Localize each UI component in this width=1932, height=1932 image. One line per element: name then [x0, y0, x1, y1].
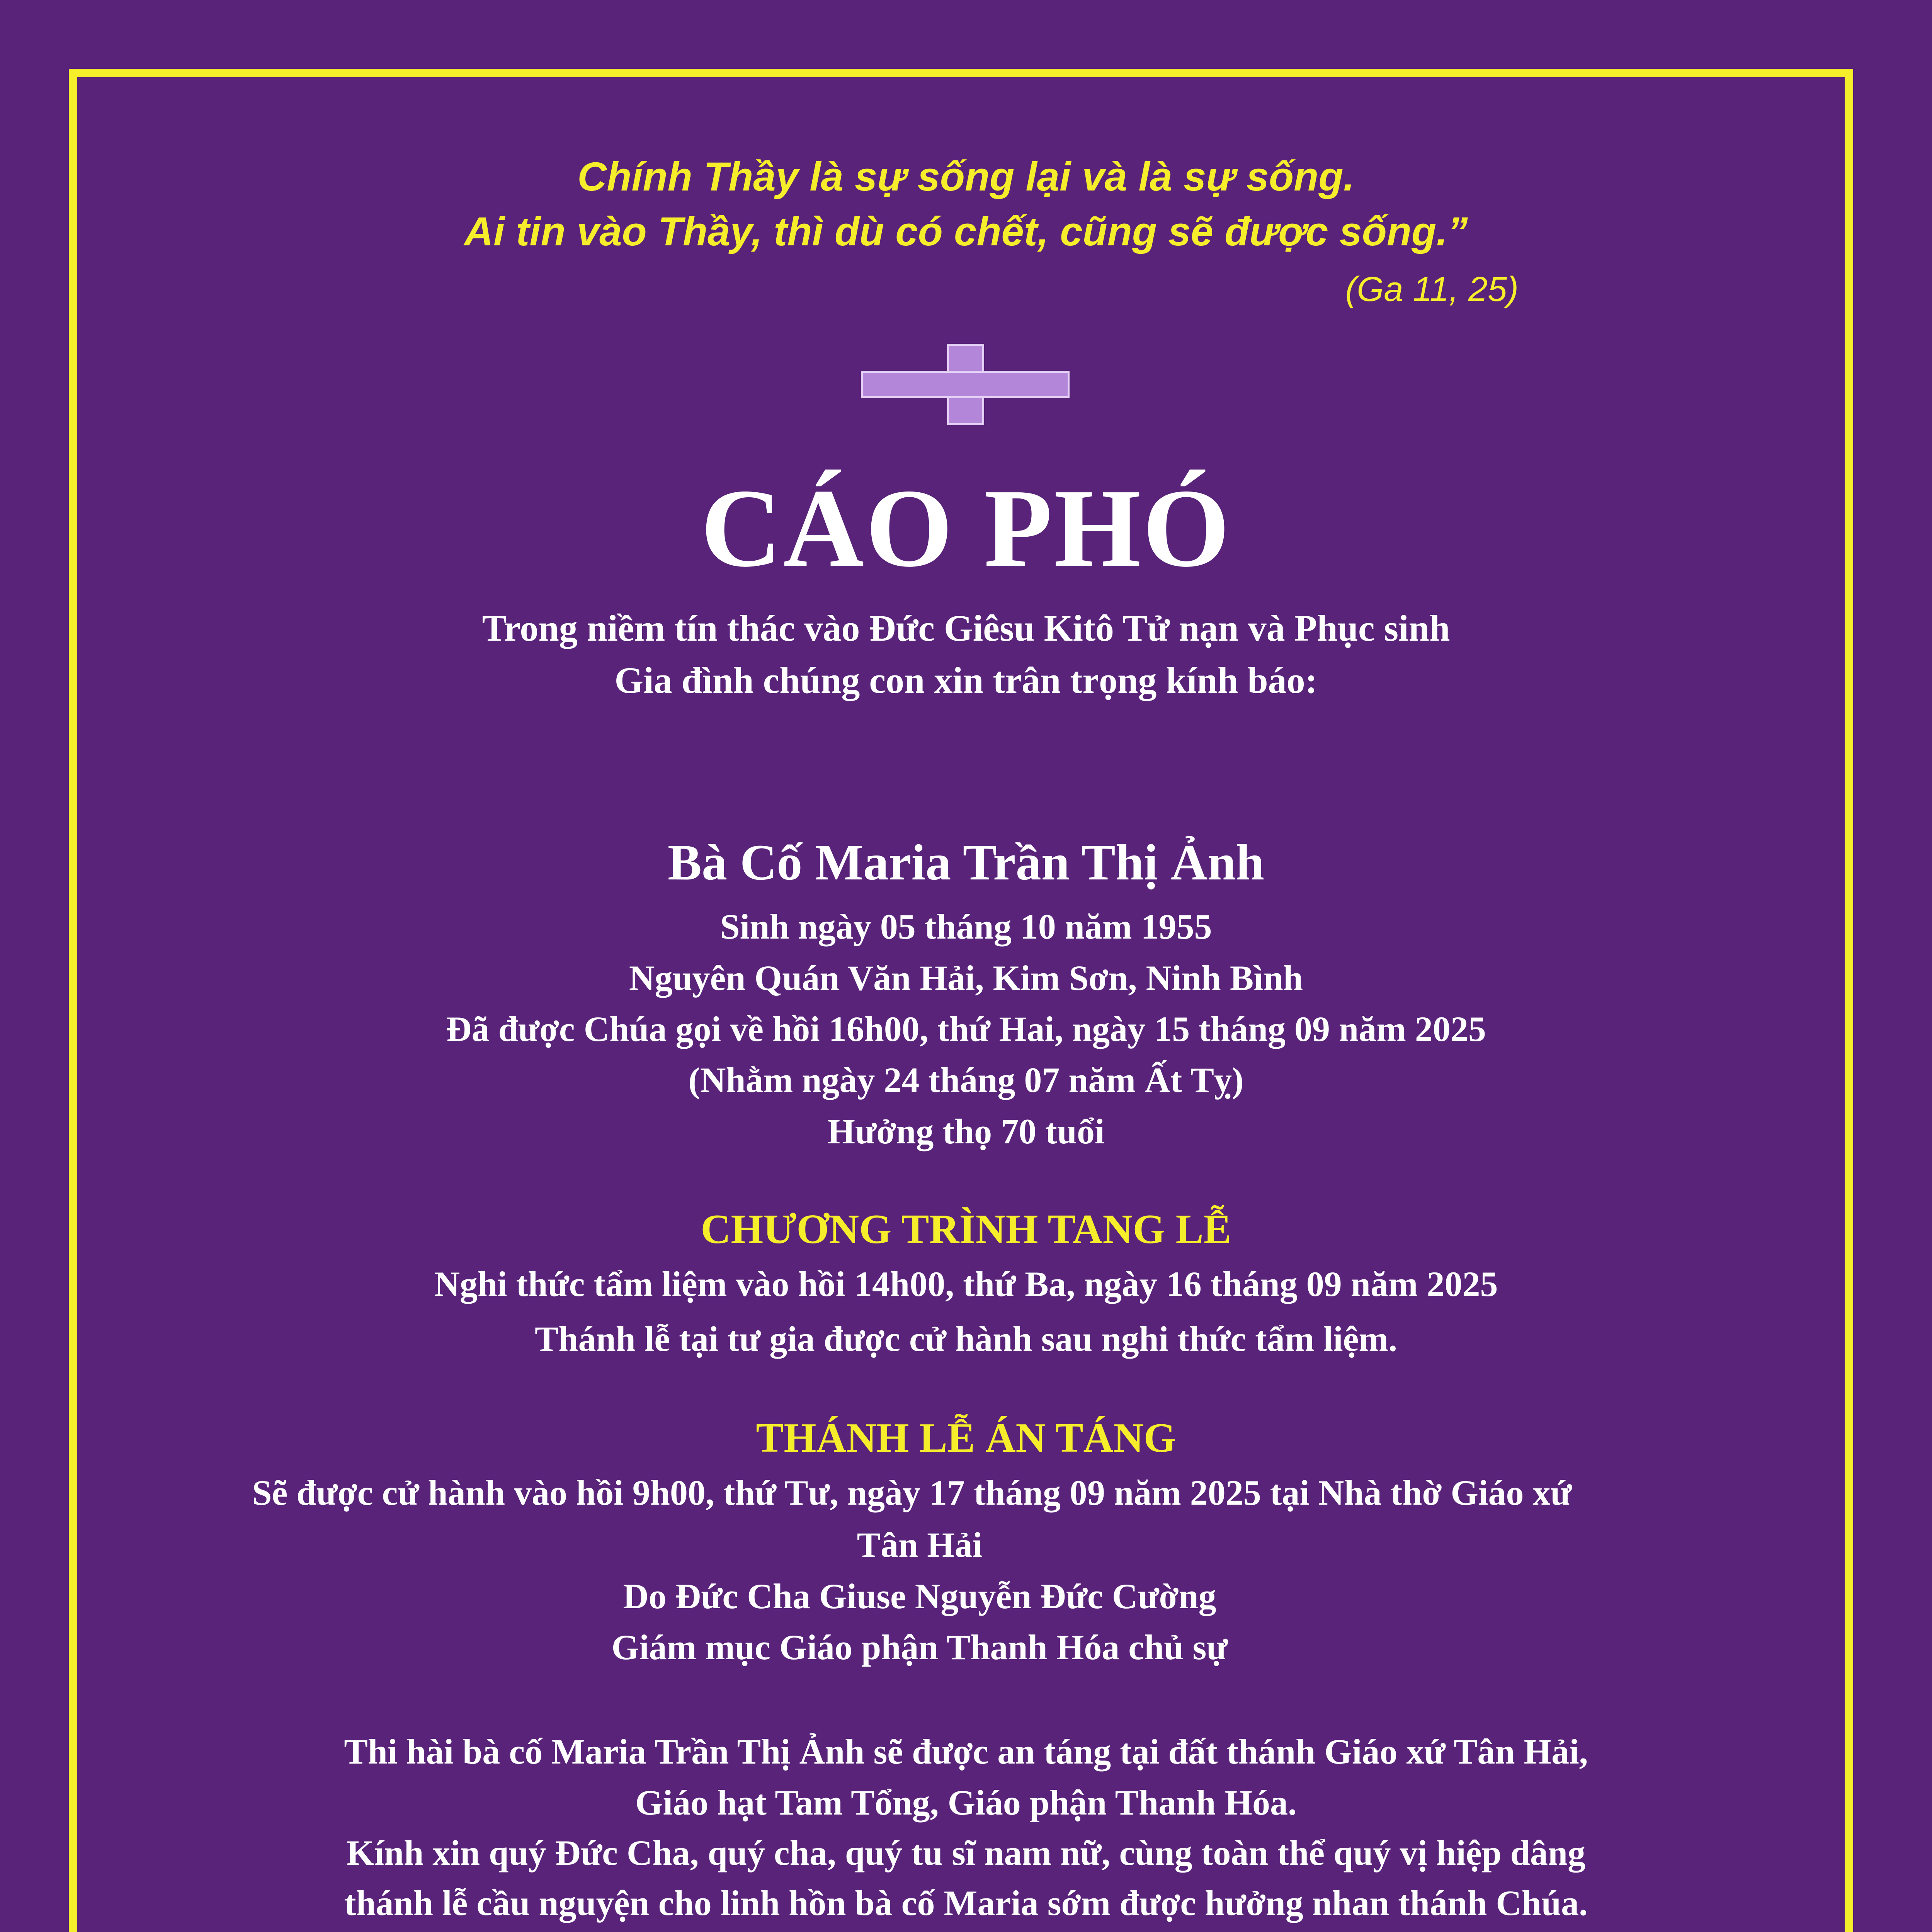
intro-line1: Trong niềm tín thác vào Đức Giêsu Kitô Tử nạn và Phục sinh [482, 607, 1450, 649]
funeral-mass-line3: Do Đức Cha Giuse Nguyễn Đức Cường [623, 1577, 1216, 1616]
funeral-program-heading: CHƯƠNG TRÌNH TANG LỄ [701, 1206, 1231, 1252]
funeral-mass-line1: Sẽ được cử hành vào hồi 9h00, thứ Tư, ngày 17 tháng 09 năm 2025 tại Nhà thờ Giáo xứ [252, 1473, 1572, 1512]
scripture-quote-line2: Ai tin vào Thầy, thì dù có chết, cũng sẽ được sống.” [464, 209, 1468, 254]
deceased-age: Hưởng thọ 70 tuổi [827, 1112, 1105, 1151]
deceased-birth: Sinh ngày 05 tháng 10 năm 1955 [720, 907, 1212, 946]
funeral-mass-line2: Tân Hải [857, 1525, 983, 1565]
deceased-origin: Nguyên Quán Văn Hải, Kim Sơn, Ninh Bình [629, 958, 1303, 998]
scripture-quote-line1: Chính Thầy là sự sống lại và là sự sống. [577, 154, 1355, 199]
funeral-mass-line4: Giám mục Giáo phận Thanh Hóa chủ sự [611, 1628, 1228, 1667]
burial-line4: thánh lễ cầu nguyện cho linh hồn bà cố Maria sớm được hưởng nhan thánh Chúa. [344, 1883, 1588, 1923]
deceased-lunar-date: (Nhằm ngày 24 tháng 07 năm Ất Tỵ) [688, 1060, 1244, 1100]
burial-line3: Kính xin quý Đức Cha, quý cha, quý tu sĩ nam nữ, cùng toàn thể quý vị hiệp dâng [346, 1833, 1586, 1872]
page-title: CÁO PHÓ [701, 466, 1231, 590]
deceased-name: Bà Cố Maria Trần Thị Ảnh [668, 834, 1264, 891]
deceased-death: Đã được Chúa gọi về hồi 16h00, thứ Hai, ngày 15 tháng 09 năm 2025 [446, 1009, 1486, 1049]
funeral-program-line1: Nghi thức tẩm liệm vào hồi 14h00, thứ Ba, ngày 16 tháng 09 năm 2025 [434, 1264, 1498, 1304]
burial-line1: Thi hài bà cố Maria Trần Thị Ảnh sẽ được an táng tại đất thánh Giáo xứ Tân Hải, [344, 1732, 1588, 1771]
scripture-reference: (Ga 11, 25) [1345, 270, 1519, 309]
burial-line2: Giáo hạt Tam Tổng, Giáo phận Thanh Hóa. [635, 1783, 1297, 1822]
funeral-mass-heading: THÁNH LỄ ÁN TÁNG [756, 1415, 1176, 1461]
funeral-program-line2: Thánh lễ tại tư gia được cử hành sau nghi thức tẩm liệm. [534, 1319, 1398, 1359]
intro-line2: Gia đình chúng con xin trân trọng kính báo: [614, 660, 1318, 701]
